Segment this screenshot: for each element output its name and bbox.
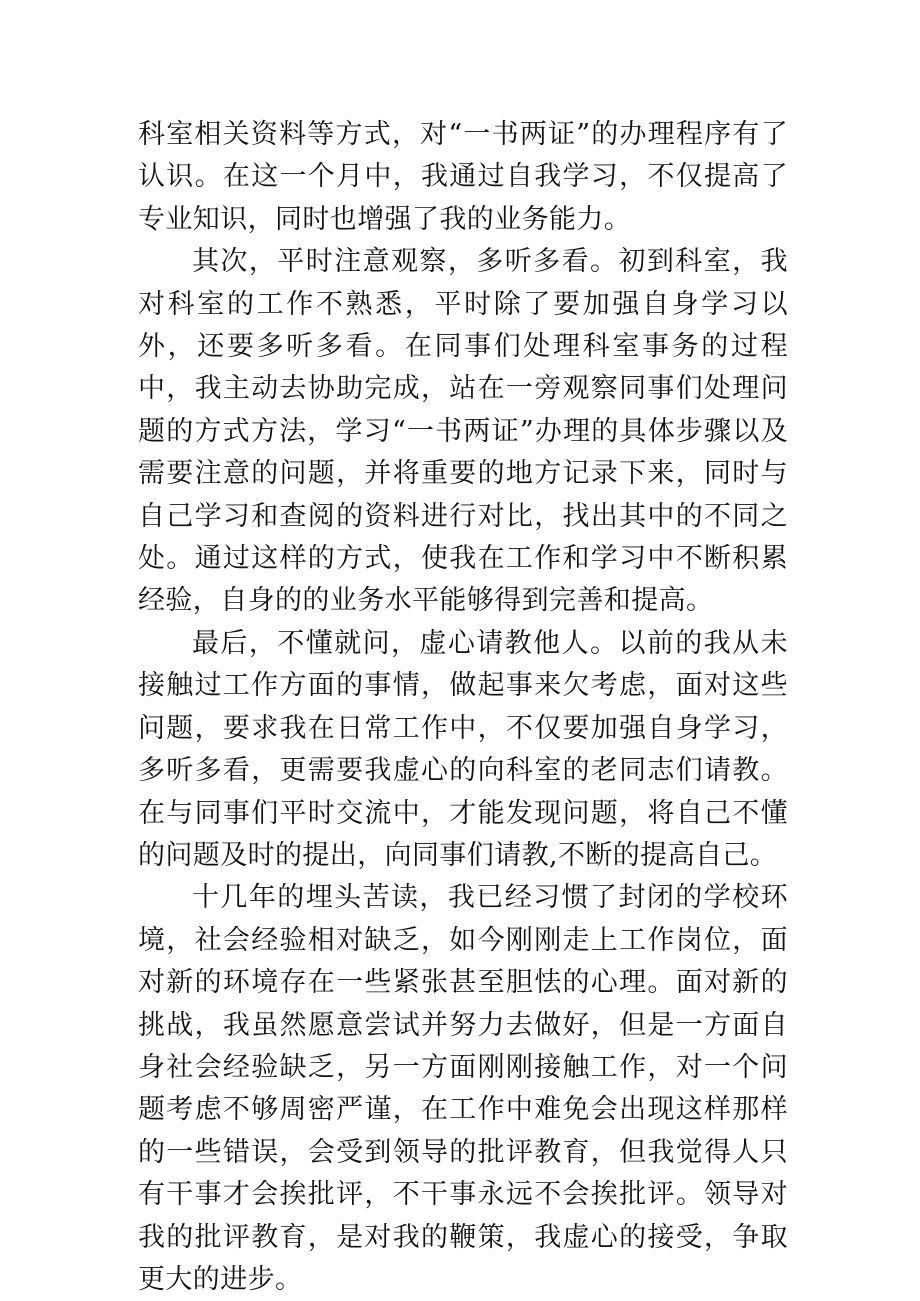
paragraph-ask: 最后，不懂就问，虚心请教他人。以前的我从未接触过工作方面的事情，做起事来欠考虑，面对这些问题，要求我在日常工作中，不仅要加强自身学习，多听多看，更需要我虚心的向科室的老同志们请教。在与同事们平时交流中，才能发现问题，将自己不懂的问题及时的提出，向同事们请教,不断的提高自己。 xyxy=(138,627,788,871)
document-page xyxy=(138,114,788,1301)
paragraph-continuation: 科室相关资料等方式，对“一书两证”的办理程序有了认识。在这一个月中，我通过自我学习，不仅提高了专业知识，同时也增强了我的业务能力。 xyxy=(138,119,788,235)
paragraph-observe: 其次，平时注意观察，多听多看。初到科室，我对科室的工作不熟悉，平时除了要加强自身学习以外，还要多听多看。在同事们处理科室事务的过程中，我主动去协助完成，站在一旁观察同事们处理问题的方式方法，学习“一书两证”办理的具体步骤以及需要注意的问题，并将重要的地方记录下来，同时与自己学习和查阅的资料进行对比，找出其中的不同之处。通过这样的方式，使我在工作和学习中不断积累经验，自身的的业务水平能够得到完善和提高。 xyxy=(138,246,788,617)
paragraph-experience: 十几年的埋头苦读，我已经习惯了封闭的学校环境，社会经验相对缺乏，如今刚刚走上工作岗位，面对新的环境存在一些紧张甚至胆怯的心理。面对新的挑战，我虽然愿意尝试并努力去做好，但是一方面自身社会经验缺乏，另一方面刚刚接触工作，对一个问题考虑不够周密严谨，在工作中难免会出现这样那样的一些错误，会受到领导的批评教育，但我觉得人只有干事才会挨批评，不干事永远不会挨批评。领导对我的批评教育，是对我的鞭策，我虚心的接受，争取更大的进步。 xyxy=(138,882,788,1295)
